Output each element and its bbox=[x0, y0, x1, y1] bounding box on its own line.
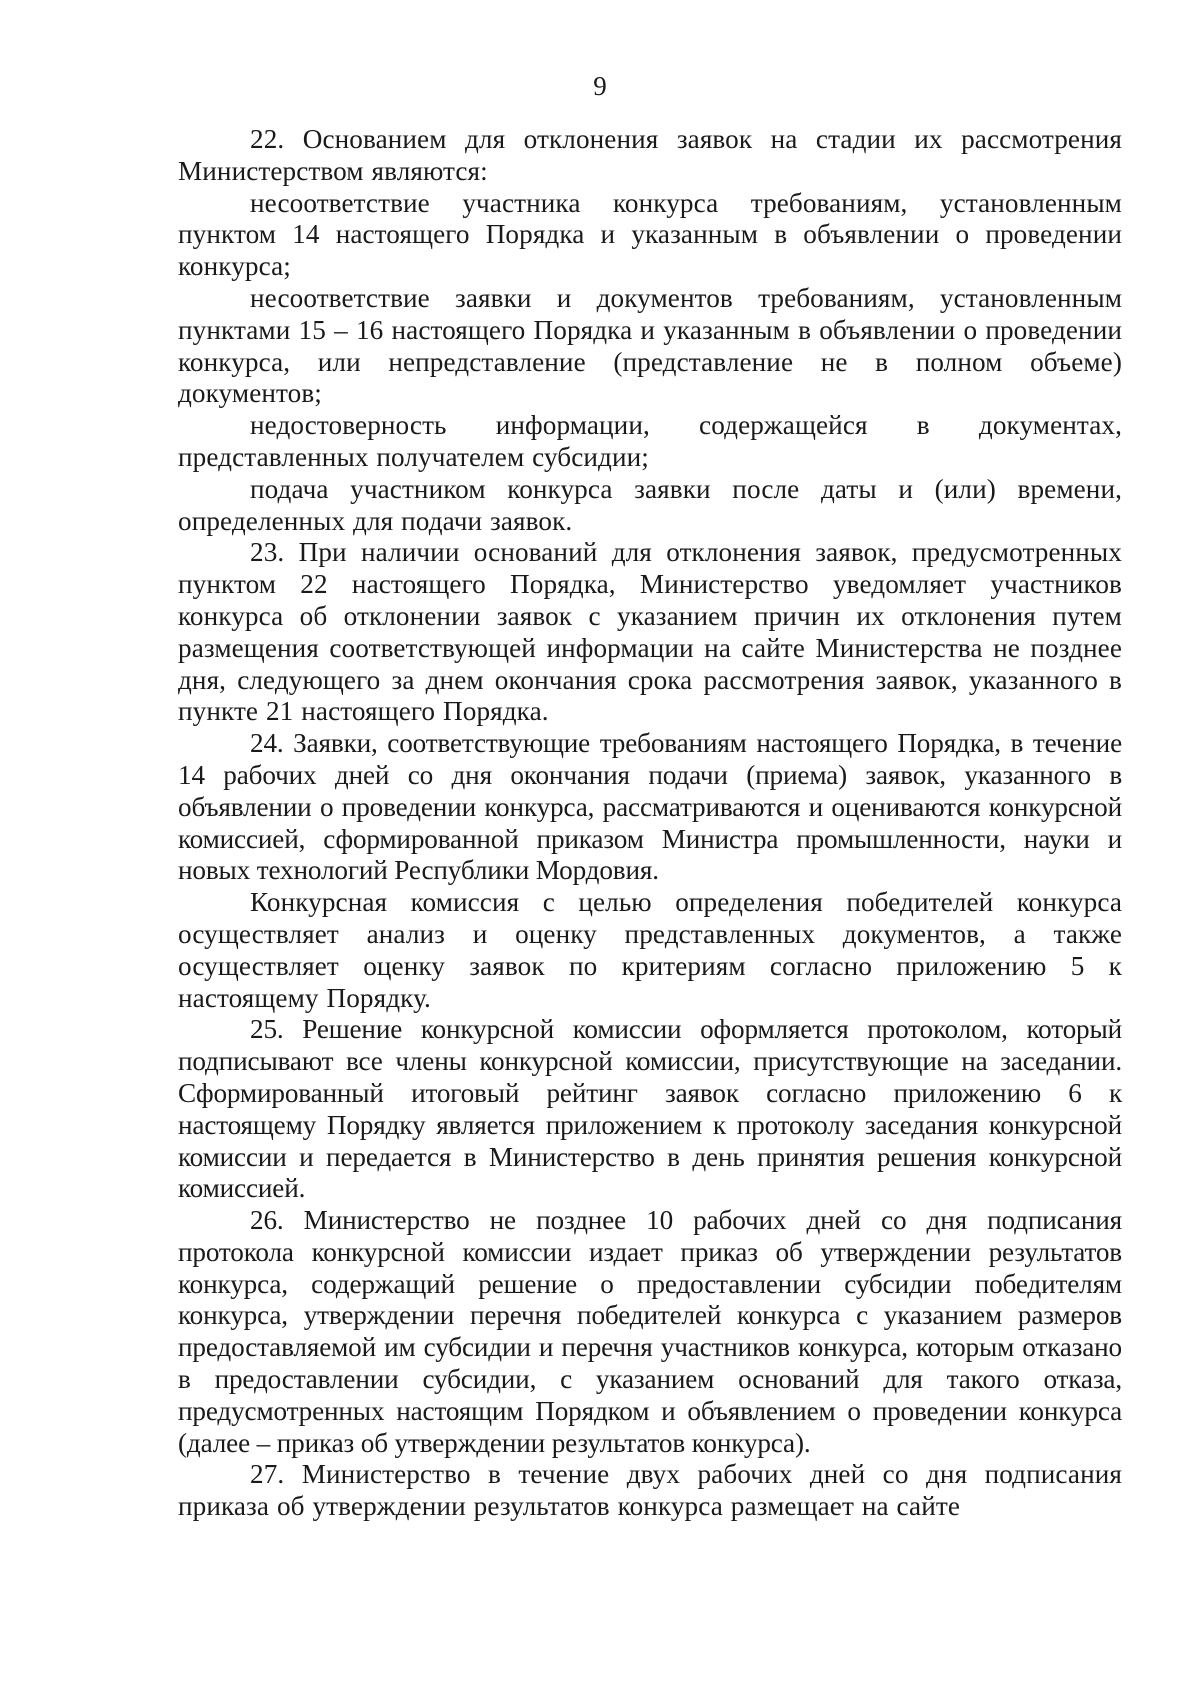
document-body bbox=[178, 124, 1122, 1523]
paragraph-24-commission: Конкурсная комиссия с целью определения победителей конкурса осуществляет анализ и оценку представленных документов, а также осуществляет оценку заявок по критериям согласно приложению 5 к настоящему Порядку. bbox=[178, 887, 1122, 1013]
paragraph-26: 26. Министерство не позднее 10 рабочих дней со дня подписания протокола конкурсной комиссии издает приказ об утверждении результатов конкурса, содержащий решение о предоставлении субсидии победителям конкурса, утверждении перечня победителей конкурса с указанием размеров предоставляемой им субсидии и перечня участников конкурса, которым отказано в предоставлении субсидии, с указанием оснований для такого отказа, предусмотренных настоящим Порядком и объявлением о проведении конкурса (далее – приказ об утверждении результатов конкурса). bbox=[178, 1205, 1122, 1458]
paragraph-23: 23. При наличии оснований для отклонения заявок, предусмотренных пунктом 22 настоящего Порядка, Министерство уведомляет участников конкурса об отклонении заявок с указанием причин их отклонения путем размещения соответствующей информации на сайте Министерства не позднее дня, следующего за днем окончания срока рассмотрения заявок, указанного в пункте 21 настоящего Порядка. bbox=[178, 537, 1122, 727]
paragraph-22-ground-2: несоответствие заявки и документов требованиям, установленным пунктами 15 – 16 настоящего Порядка и указанным в объявлении о проведении конкурса, или непредставление (представление не в полном объеме) документов; bbox=[178, 282, 1122, 409]
paragraph-22-ground-3: недостоверность информации, содержащейся в документах, представленных получателем субсидии; bbox=[178, 410, 1122, 472]
paragraph-22-ground-1: несоответствие участника конкурса требованиям, установленным пунктом 14 настоящего Порядка и указанным в объявлении о проведении конкурса; bbox=[178, 187, 1122, 282]
paragraph-22-intro: 22. Основанием для отклонения заявок на стадии их рассмотрения Министерством являются: bbox=[178, 124, 1122, 186]
paragraph-22-ground-4: подача участником конкурса заявки после даты и (или) времени, определенных для подачи заявок. bbox=[178, 473, 1122, 536]
paragraph-24: 24. Заявки, соответствующие требованиям настоящего Порядка, в течение 14 рабочих дней со дня окончания подачи (приема) заявок, указанного в объявлении о проведении конкурса, рассматриваются и оцениваются конкурсной комиссией, сформированной приказом Министра промышленности, науки и новых технологий Республики Мордовия. bbox=[178, 728, 1122, 886]
page-number: 9 bbox=[593, 71, 607, 101]
paragraph-27: 27. Министерство в течение двух рабочих дней со дня подписания приказа об утверждении результатов конкурса размещает на сайте bbox=[178, 1459, 1122, 1522]
paragraph-25: 25. Решение конкурсной комиссии оформляется протоколом, который подписывают все члены конкурсной комиссии, присутствующие на заседании. Сформированный итоговый рейтинг заявок согласно приложению 6 к настоящему Порядку является приложением к протоколу заседания конкурсной комиссии и передается в Министерство в день принятия решения конкурсной комиссией. bbox=[178, 1014, 1122, 1204]
